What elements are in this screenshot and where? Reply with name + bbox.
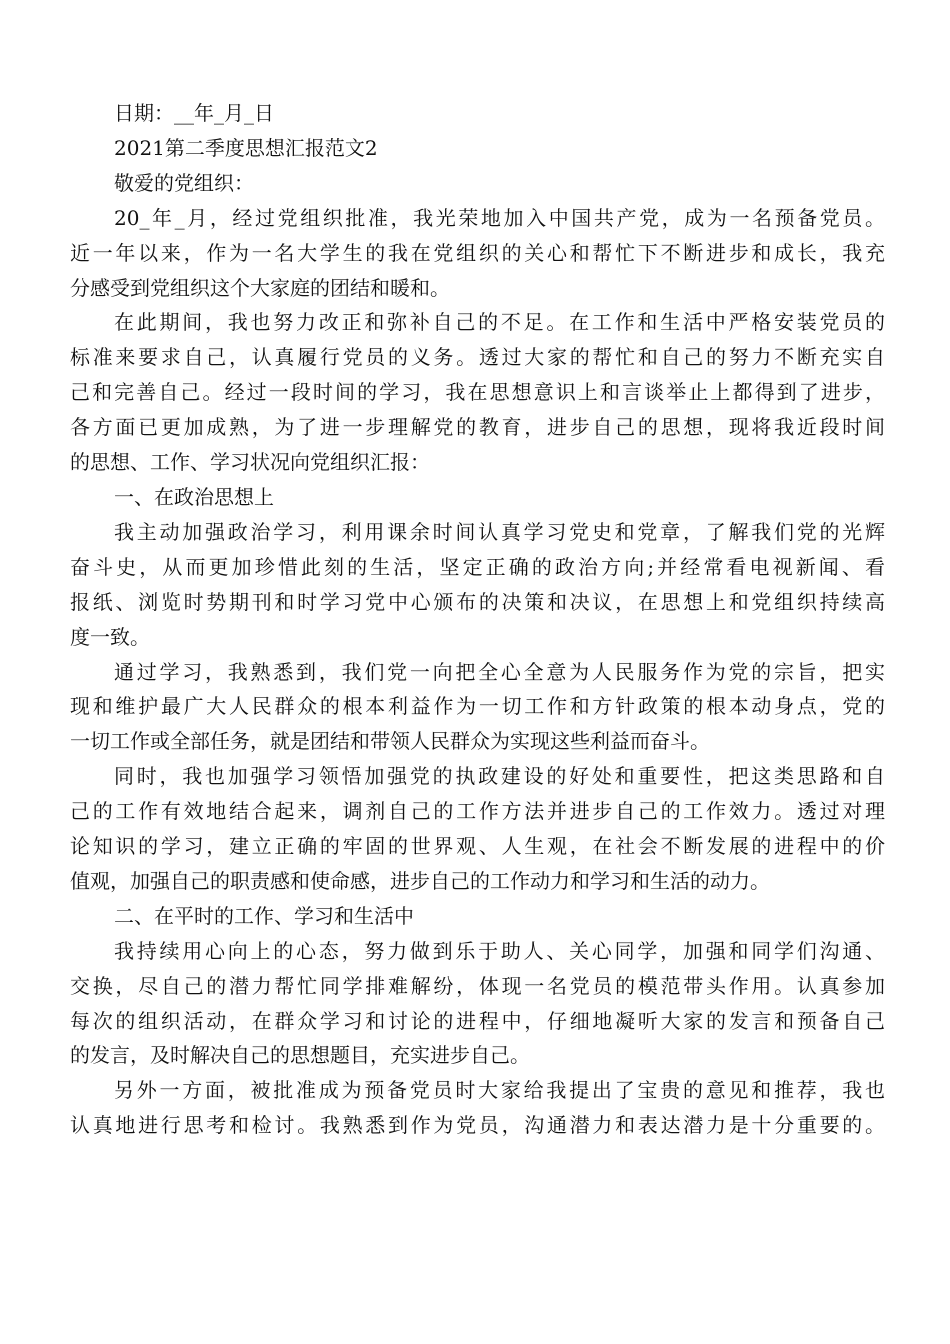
text-line: 的思想、工作、学习状况向党组织汇报： (70, 450, 430, 475)
text-line: 我主动加强政治学习，利用课余时间认真学习党史和党章，了解我们党的光辉 (114, 519, 885, 544)
text-line: 己和完善自己。经过一段时间的学习，我在思想意识上和言谈举止上都得到了进步， (70, 380, 885, 405)
text-line: 通过学习，我熟悉到，我们党一向把全心全意为人民服务作为党的宗旨，把实 (114, 659, 885, 684)
text-line: 报纸、浏览时势期刊和时学习党中心颁布的决策和决议，在思想上和党组织持续高 (70, 589, 885, 614)
date-line: 日期：__年_月_日 (114, 101, 274, 125)
text-line: 度一致。 (70, 624, 150, 649)
document-body (70, 96, 885, 1143)
text-line: 每次的组织活动，在群众学习和讨论的进程中，仔细地凝听大家的发言和预备自己 (70, 1008, 885, 1033)
text-line: 另外一方面，被批准成为预备党员时大家给我提出了宝贵的意见和推荐，我也 (114, 1078, 885, 1103)
text-line: 各方面已更加成熟，为了进一步理解党的教育，进步自己的思想，现将我近段时间 (70, 415, 885, 440)
text-line: 在此期间，我也努力改正和弥补自己的不足。在工作和生活中严格安装党员的 (114, 310, 885, 335)
text-line: 分感受到党组织这个大家庭的团结和暖和。 (70, 275, 450, 300)
text-line: 奋斗史，从而更加珍惜此刻的生活，坚定正确的政治方向;并经常看电视新闻、看 (70, 554, 885, 579)
text-line: 同时，我也加强学习领悟加强党的执政建设的好处和重要性，把这类思路和自 (114, 764, 885, 789)
text-line: 20_年_月，经过党组织批准，我光荣地加入中国共产党，成为一名预备党员。 (114, 205, 885, 230)
text-line: 我持续用心向上的心态，努力做到乐于助人、关心同学，加强和同学们沟通、 (114, 938, 885, 963)
body-lines (70, 201, 885, 1143)
text-line: 的发言，及时解决自己的思想题目，充实进步自己。 (70, 1043, 530, 1068)
text-line: 认真地进行思考和检讨。我熟悉到作为党员，沟通潜力和表达潜力是十分重要的。 (70, 1113, 885, 1138)
text-line: 标准来要求自己，认真履行党员的义务。透过大家的帮忙和自己的努力不断充实自 (70, 345, 885, 370)
text-line: 现和维护最广大人民群众的根本利益作为一切工作和方针政策的根本动身点，党的 (70, 694, 885, 719)
text-line: 论知识的学习，建立正确的牢固的世界观、人生观，在社会不断发展的进程中的价 (70, 834, 885, 859)
document-title: 2021第二季度思想汇报范文2 (114, 135, 378, 160)
text-line: 一切工作或全部任务，就是团结和带领人民群众为实现这些利益而奋斗。 (70, 729, 710, 754)
text-line: 一、在政治思想上 (114, 484, 274, 509)
text-line: 值观，加强自己的职责感和使命感，进步自己的工作动力和学习和生活的动力。 (70, 868, 770, 893)
text-line: 己的工作有效地结合起来，调剂自己的工作方法并进步自己的工作效力。透过对理 (70, 799, 885, 824)
salutation: 敬爱的党组织： (114, 170, 254, 195)
text-line: 近一年以来，作为一名大学生的我在党组织的关心和帮忙下不断进步和成长，我充 (70, 240, 885, 265)
text-line: 二、在平时的工作、学习和生活中 (114, 903, 414, 928)
text-line: 交换，尽自己的潜力帮忙同学排难解纷，体现一名党员的模范带头作用。认真参加 (70, 973, 885, 998)
